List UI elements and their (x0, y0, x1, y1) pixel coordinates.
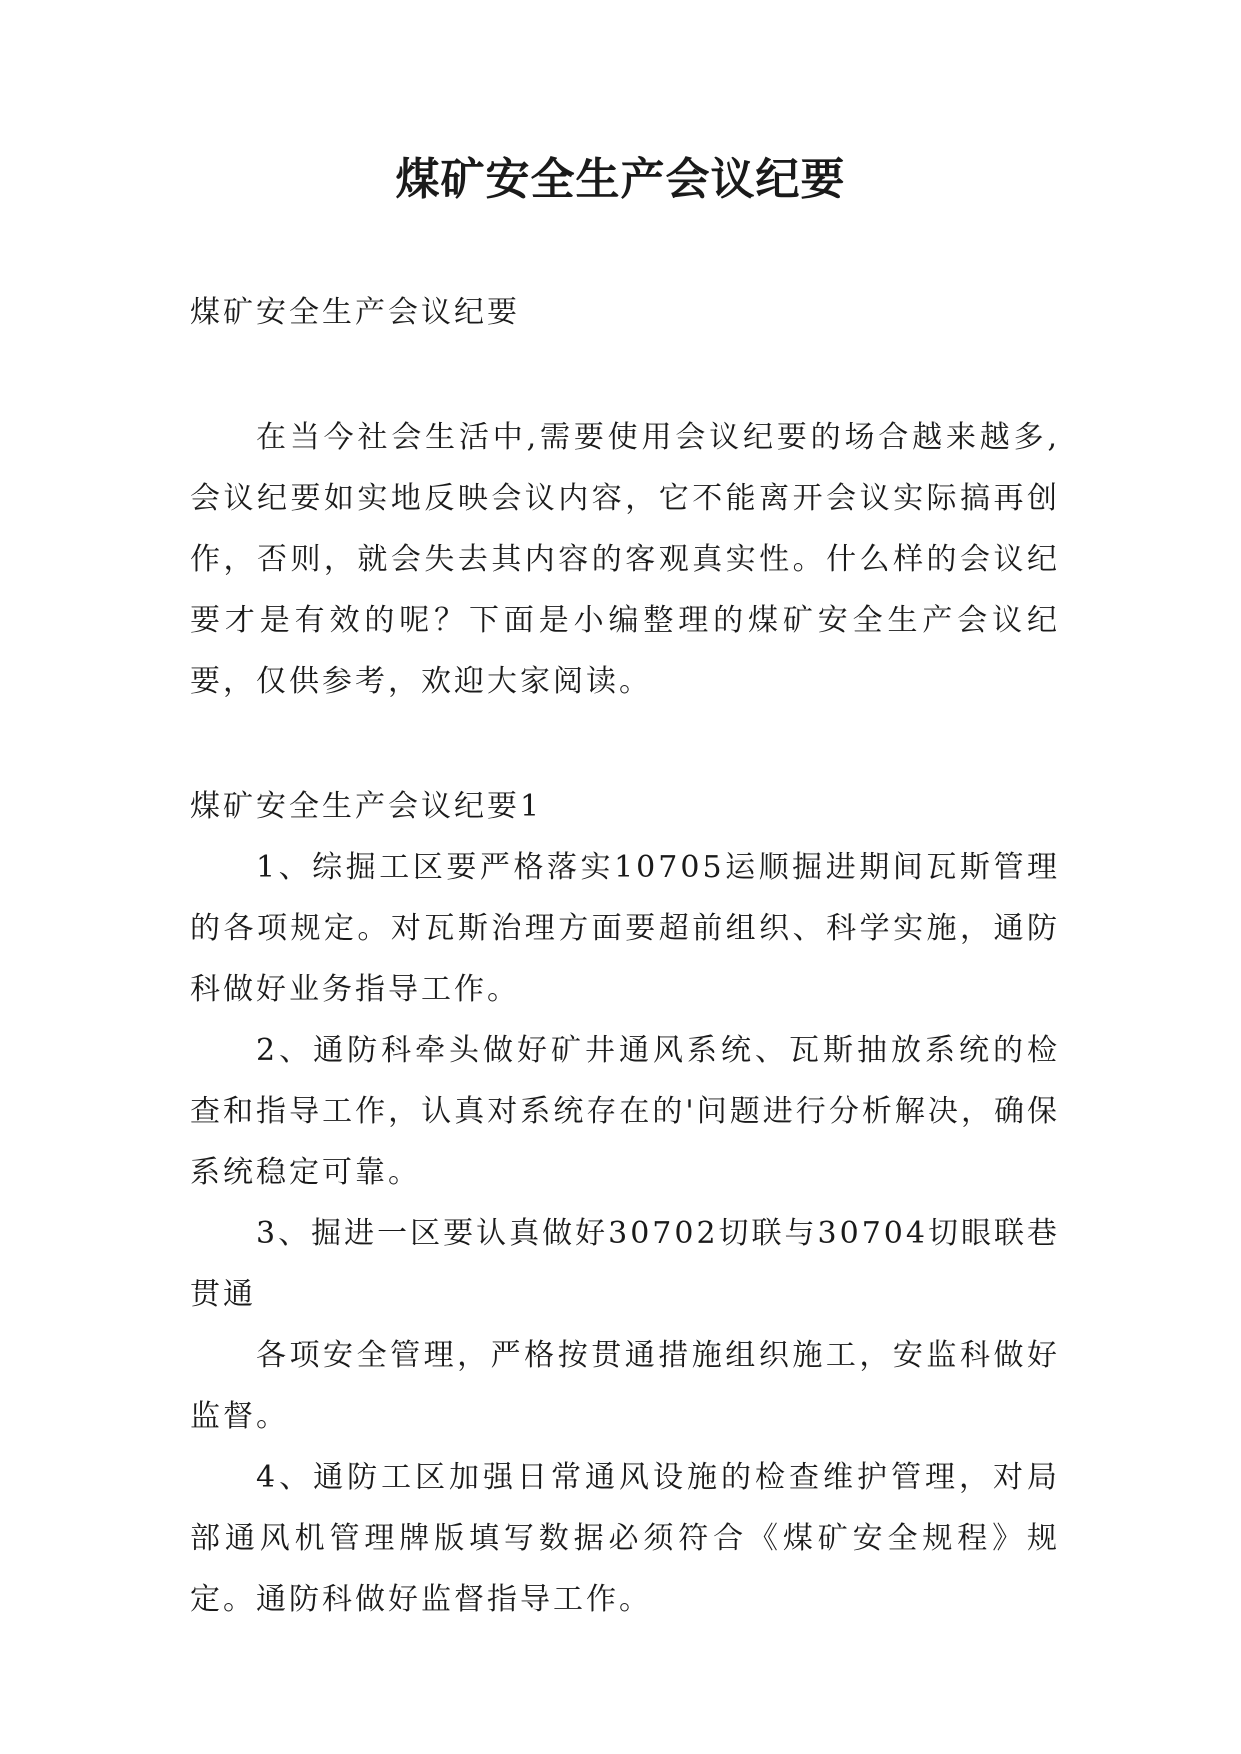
item-paragraph: 4、通防工区加强日常通风设施的检查维护管理，对局部通风机管理牌版填写数据必须符合《煤矿安全规程》规定。通防科做好监督指导工作。 (190, 1460, 1060, 1617)
document-title: 煤矿安全生产会议纪要 (395, 154, 846, 205)
spacer (190, 712, 1060, 776)
item-paragraph: 3、掘进一区要认真做好30702切联与30704切眼联巷贯通 (190, 1216, 1060, 1312)
item-paragraph: 各项安全管理，严格按贯通措施组织施工，安监科做好监督。 (190, 1338, 1060, 1434)
section-heading: 煤矿安全生产会议纪要1 (190, 789, 543, 824)
item-paragraph: 1、综掘工区要严格落实10705运顺掘进期间瓦斯管理的各项规定。对瓦斯治理方面要超前组织、科学实施，通防科做好业务指导工作。 (190, 850, 1060, 1007)
spacer (190, 343, 1060, 407)
document-subtitle: 煤矿安全生产会议纪要 (190, 295, 520, 330)
item-paragraph: 2、通防科牵头做好矿井通风系统、瓦斯抽放系统的检查和指导工作，认真对系统存在的'问题进行分析解决，确保系统稳定可靠。 (190, 1033, 1060, 1190)
document-body (190, 282, 1060, 1630)
intro-paragraph: 在当今社会生活中,需要使用会议纪要的场合越来越多,会议纪要如实地反映会议内容，它不能离开会议实际搞再创作，否则，就会失去其内容的客观真实性。什么样的会议纪要才是有效的呢？下面是小编整理的煤矿安全生产会议纪要，仅供参考，欢迎大家阅读。 (190, 420, 1060, 699)
